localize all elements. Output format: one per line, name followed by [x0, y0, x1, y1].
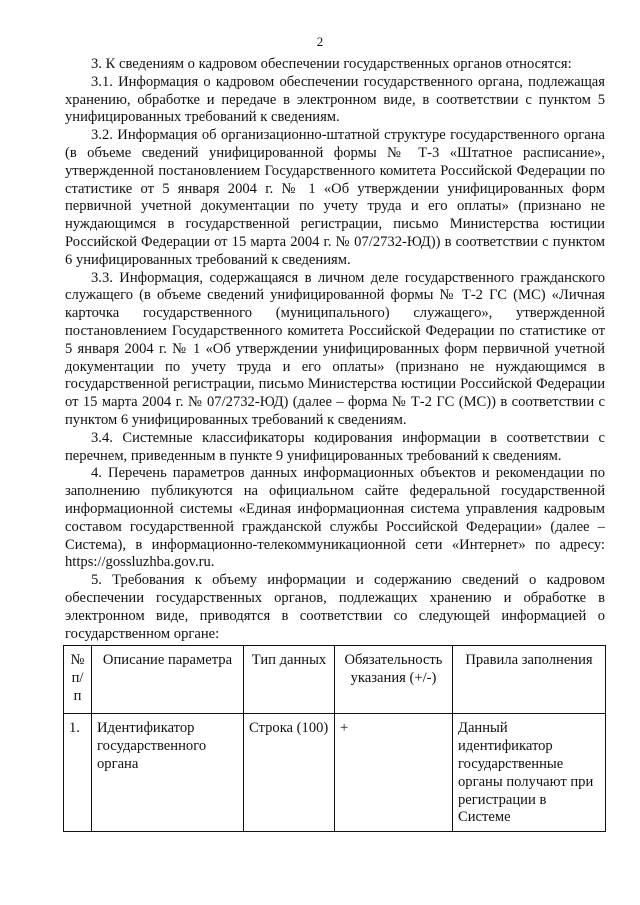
paragraph-3-3: 3.3. Информация, содержащаяся в личном деле государственного гражданского служащего (в объеме сведений унифицированной формы № Т-2 ГС (МС) «Личная карточка государственного (муниципального) служащего», утвержденной постановлением Государственного комитета Российской Федерации по статистике от 5 января 2004 г. № 1 «Об утверждении унифицированных форм первичной учетной документации по учету труда и его оплаты» (признано не нуждающимся в государственной регистрации, письмо Министерства юстиции Российской Федерации от 15 марта 2004 г. № 07/2732-ЮД) (далее – форма № Т-2 ГС (МС)) в соответствии с пунктом 6 унифицированных требований к сведениям.: [65, 269, 605, 428]
parameters-table: [63, 645, 606, 832]
page-number: 2: [316, 34, 324, 49]
paragraph-4: 4. Перечень параметров данных информационных объектов и рекомендации по заполнению публикуются на официальном сайте федеральной государственной информационной системы «Единая информационная система управления кадровым составом государственной гражданской службы Российской Федерации» (далее – Система), в информационно-телекоммуникационной сети «Интернет» по адресу: https://gossluzhba.gov.ru.: [65, 465, 605, 571]
header-required: Обязательность указания (+/-): [335, 646, 453, 714]
paragraph-5: 5. Требования к объему информации и содержанию сведений о кадровом обеспечении государственных органов, подлежащих хранению и обработке в электронном виде, приводятся в соответствии со следующей информацией о государственном органе:: [65, 572, 605, 642]
header-data-type: Тип данных: [244, 646, 335, 714]
paragraph-3-2: 3.2. Информация об организационно-штатной структуре государственного органа (в объеме сведений унифицированной формы № Т-3 «Штатное расписание», утвержденной постановлением Государственного комитета Российской Федерации по статистике от 5 января 2004 г. № 1 «Об утверждении унифицированных форм первичной учетной документации по учету труда и его оплаты» (признано не нуждающимся в государственной регистрации, письмо Министерства юстиции Российской Федерации от 15 марта 2004 г. № 07/2732-ЮД)) в соответствии с пунктом 6 унифицированных требований к сведениям.: [65, 127, 605, 268]
paragraph-3-4: 3.4. Системные классификаторы кодирования информации в соответствии с перечнем, приведенным в пункте 9 унифицированных требований к сведениям.: [65, 429, 605, 464]
cell-number: 1.: [64, 714, 92, 832]
table-row: [64, 714, 606, 832]
paragraph-3: 3. К сведениям о кадровом обеспечении государственных органов относятся:: [91, 56, 572, 72]
cell-description: Идентификатор государственного органа: [92, 714, 244, 832]
header-description: Описание параметра: [92, 646, 244, 714]
header-rules: Правила заполнения: [453, 646, 606, 714]
cell-data-type: Строка (100): [244, 714, 335, 832]
cell-required: +: [335, 714, 453, 832]
header-number: № п/п: [64, 646, 92, 714]
paragraph-3-1: 3.1. Информация о кадровом обеспечении государственного органа, подлежащая хранению, обработке и передаче в электронном виде, в соответствии с пунктом 5 унифицированных требований к сведениям.: [65, 73, 605, 126]
document-body: [65, 56, 605, 643]
cell-rules: Данный идентификатор государственные органы получают при регистрации в Системе: [453, 714, 606, 832]
table-header-row: [64, 646, 606, 714]
